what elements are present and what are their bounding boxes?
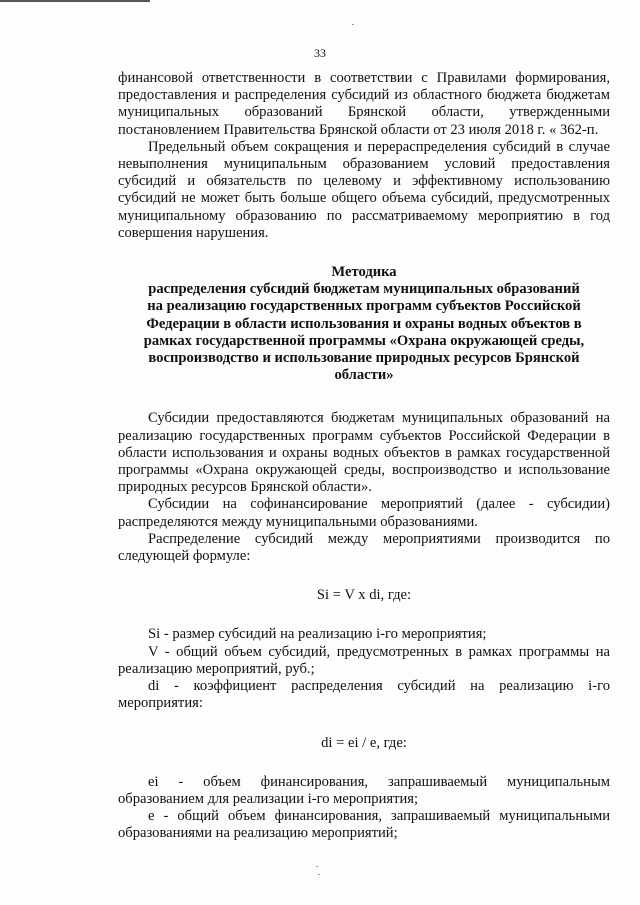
definition-di: di - коэффициент распределения субсидий на реализацию i-го мероприятия: [118, 678, 610, 712]
document-body [118, 70, 610, 843]
formula-si: Si = V x di, где: [316, 587, 412, 604]
scan-speck [318, 874, 320, 875]
scan-speck [316, 866, 318, 867]
scan-speck [352, 24, 354, 25]
paragraph-distribution-formula-intro: Распределение субсидий между мероприятиями производится по следующей формуле: [118, 530, 610, 565]
definition-v: V - общий объем субсидий, предусмотренных в рамках программы на реализацию мероприятий, руб.; [118, 643, 610, 677]
title-line: воспроизводство и использование природных ресурсов Брянской [148, 350, 580, 367]
title-line: рамках государственной программы «Охрана окружающей среды, [143, 332, 585, 349]
top-edge-rule [0, 0, 150, 2]
page-number: 33 [314, 46, 326, 60]
methodology-title [118, 264, 610, 384]
spacer [118, 384, 610, 410]
paragraph-cofinancing: Субсидии на софинансирование мероприятий (далее - субсидии) распределяются между муниципальными образованиями. [118, 496, 610, 530]
title-heading: Методика [331, 264, 397, 281]
title-line: области» [334, 367, 394, 384]
title-line: на реализацию государственных программ субъектов Российской [147, 298, 581, 315]
definition-ei: ei - объем финансирования, запрашиваемый муниципальным образованием для реализации i-го мероприятия; [118, 773, 610, 807]
definition-si: Si - размер субсидий на реализацию i-го мероприятия; [148, 626, 487, 643]
paragraph-subsidies-provided: Субсидии предоставляются бюджетам муниципальных образований на реализацию государственных программ субъектов Российской Федерации в области использования и охраны водных объектов в рамках государственной программы «Охрана окружающей среды, воспроизводство и использование природных ресурсов Брянской области». [118, 410, 610, 496]
title-line: Федерации в области использования и охраны водных объектов в [146, 315, 582, 332]
definition-e: e - общий объем финансирования, запрашиваемый муниципальными образованиями на реализацию мероприятий; [118, 808, 610, 842]
paragraph-reduction-limit: Предельный объем сокращения и перераспределения субсидий в случае невыполнения муниципальным образованием условий предоставления субсидий и обязательств по целевому и эффективному использованию субсидий не может быть больше общего объема субсидий, предусмотренных муниципальному образованию по рассматриваемому мероприятию в год совершения нарушения. [118, 138, 610, 241]
paragraph-continuation: финансовой ответственности в соответствии с Правилами формирования, предоставления и распределения субсидий из областного бюджета бюджетам муниципальных образований Брянской области, утвержденными постановлением Правительства Брянской области от 23 июля 2018 г. « 362-п. [118, 70, 610, 138]
formula-di: di = ei / e, где: [321, 734, 407, 751]
title-line: распределения субсидий бюджетам муниципальных образований [148, 281, 580, 298]
